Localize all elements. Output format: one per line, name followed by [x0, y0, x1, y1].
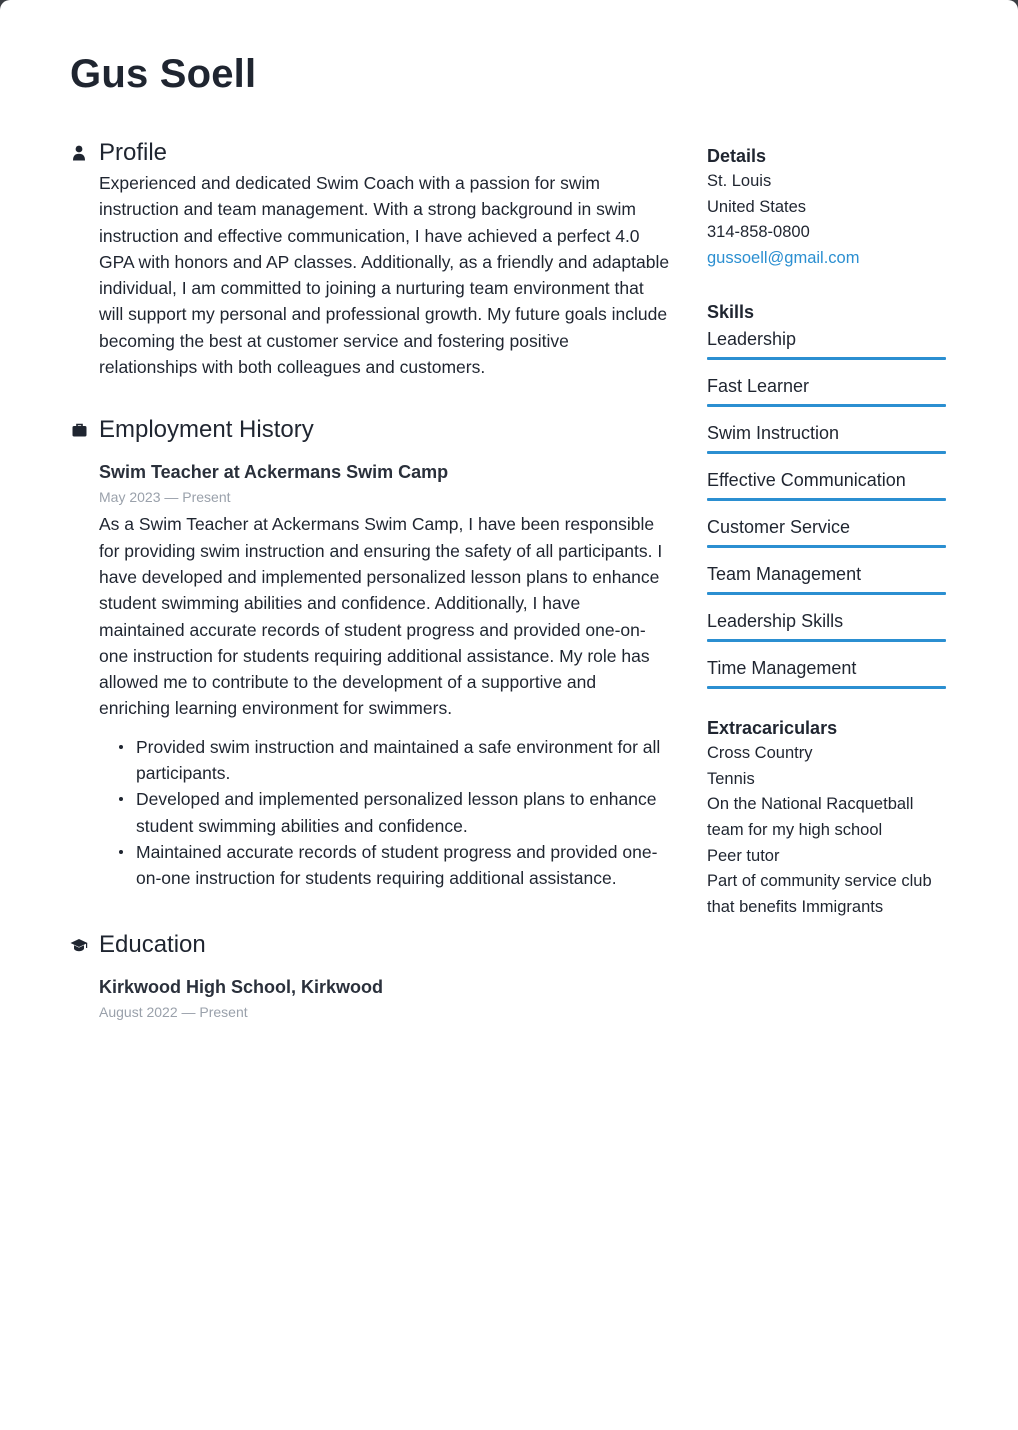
skill-bar: [707, 451, 946, 454]
section-header: [70, 415, 670, 447]
job-entry: [70, 459, 670, 891]
skill-bar: [707, 498, 946, 501]
skill-item: [707, 562, 946, 595]
list-item: Part of community service club that benefits Immigrants: [707, 872, 932, 917]
job-bullets: [99, 734, 670, 892]
skill-item: [707, 374, 946, 407]
list-item: Provided swim instruction and maintained a safe environment for all participants.: [136, 734, 670, 787]
job-title: Swim Teacher at Ackermans Swim Camp: [99, 462, 449, 483]
graduation-cap-icon: [70, 936, 88, 954]
skill-label: Time Management: [707, 657, 857, 678]
email-link[interactable]: gussoell@gmail.com: [707, 249, 860, 268]
profile-section: [70, 138, 670, 380]
list-item: Tennis: [707, 769, 755, 788]
skill-label: Leadership Skills: [707, 610, 844, 631]
skill-item: [707, 609, 946, 642]
skill-bar: [707, 545, 946, 548]
section-header: [70, 138, 670, 170]
skill-bar: [707, 357, 946, 360]
skill-label: Team Management: [707, 563, 862, 584]
person-icon: [70, 144, 88, 162]
section-title: Employment History: [99, 416, 314, 444]
extracurriculars-title: Extracariculars: [707, 717, 838, 738]
skill-item: [707, 515, 946, 548]
sidebar: [707, 143, 947, 921]
section-title: Education: [99, 930, 206, 958]
employment-section: [70, 415, 670, 891]
skill-item: [707, 327, 946, 360]
skill-bar: [707, 592, 946, 595]
list-item: On the National Racquetball team for my high school: [707, 795, 914, 839]
details-title: Details: [707, 146, 767, 166]
skill-item: [707, 468, 946, 501]
skill-bar: [707, 639, 946, 642]
skill-item: [707, 656, 946, 689]
job-dates: May 2023 — Present: [99, 489, 231, 506]
briefcase-icon: [70, 421, 88, 439]
education-dates: August 2022 — Present: [99, 1003, 248, 1020]
candidate-name: Gus Soell: [70, 52, 257, 96]
skill-label: Effective Communication: [707, 469, 906, 490]
skills-title: Skills: [707, 301, 755, 322]
details-country: United States: [707, 197, 807, 216]
skill-label: Swim Instruction: [707, 422, 840, 443]
extracurriculars-section: [707, 715, 947, 921]
details-phone: 314-858-0800: [707, 223, 810, 242]
list-item: Developed and implemented personalized lesson plans to enhance student swimming abilities and confidence.: [136, 786, 670, 839]
skill-label: Customer Service: [707, 516, 851, 537]
skills-section: [707, 299, 947, 689]
section-header: [70, 930, 670, 962]
skill-bar: [707, 686, 946, 689]
education-section: [70, 930, 670, 1024]
education-entry: [70, 974, 670, 1024]
list-item: Peer tutor: [707, 846, 780, 865]
section-title: Profile: [99, 139, 168, 166]
skill-item: [707, 421, 946, 454]
details-city: St. Louis: [707, 172, 772, 190]
school-name: Kirkwood High School, Kirkwood: [99, 976, 384, 997]
details-section: [707, 143, 947, 272]
skill-label: Leadership: [707, 328, 797, 349]
skill-bar: [707, 404, 946, 407]
main-column: [70, 138, 670, 1024]
profile-text: Experienced and dedicated Swim Coach with a passion for swim instruction and team management. With a strong background in swim instruction and effective communication, I have achieved a perfect 4.0 GPA with honors and AP classes. Additionally, as a friendly and adaptable individual, I am committed to joining a nurturing team environment that will support my personal and professional growth. My future goals include becoming the best at customer service and fostering positive relationships with both colleagues and customers.: [99, 173, 670, 378]
list-item: Maintained accurate records of student progress and provided one-on-one instruction for students requiring additional assistance.: [136, 839, 670, 892]
job-description: As a Swim Teacher at Ackermans Swim Camp, I have been responsible for providing swim instruction and ensuring the safety of all participants. I have developed and implemented personalized lesson plans to enhance student swimming abilities and confidence. Additionally, I have maintained accurate records of student progress and provided one-on-one instruction for students requiring additional assistance. My role has allowed me to contribute to the development of a supportive and enriching learning environment for swimmers.: [99, 514, 663, 719]
list-item: Cross Country: [707, 743, 813, 762]
skill-label: Fast Learner: [707, 375, 810, 396]
